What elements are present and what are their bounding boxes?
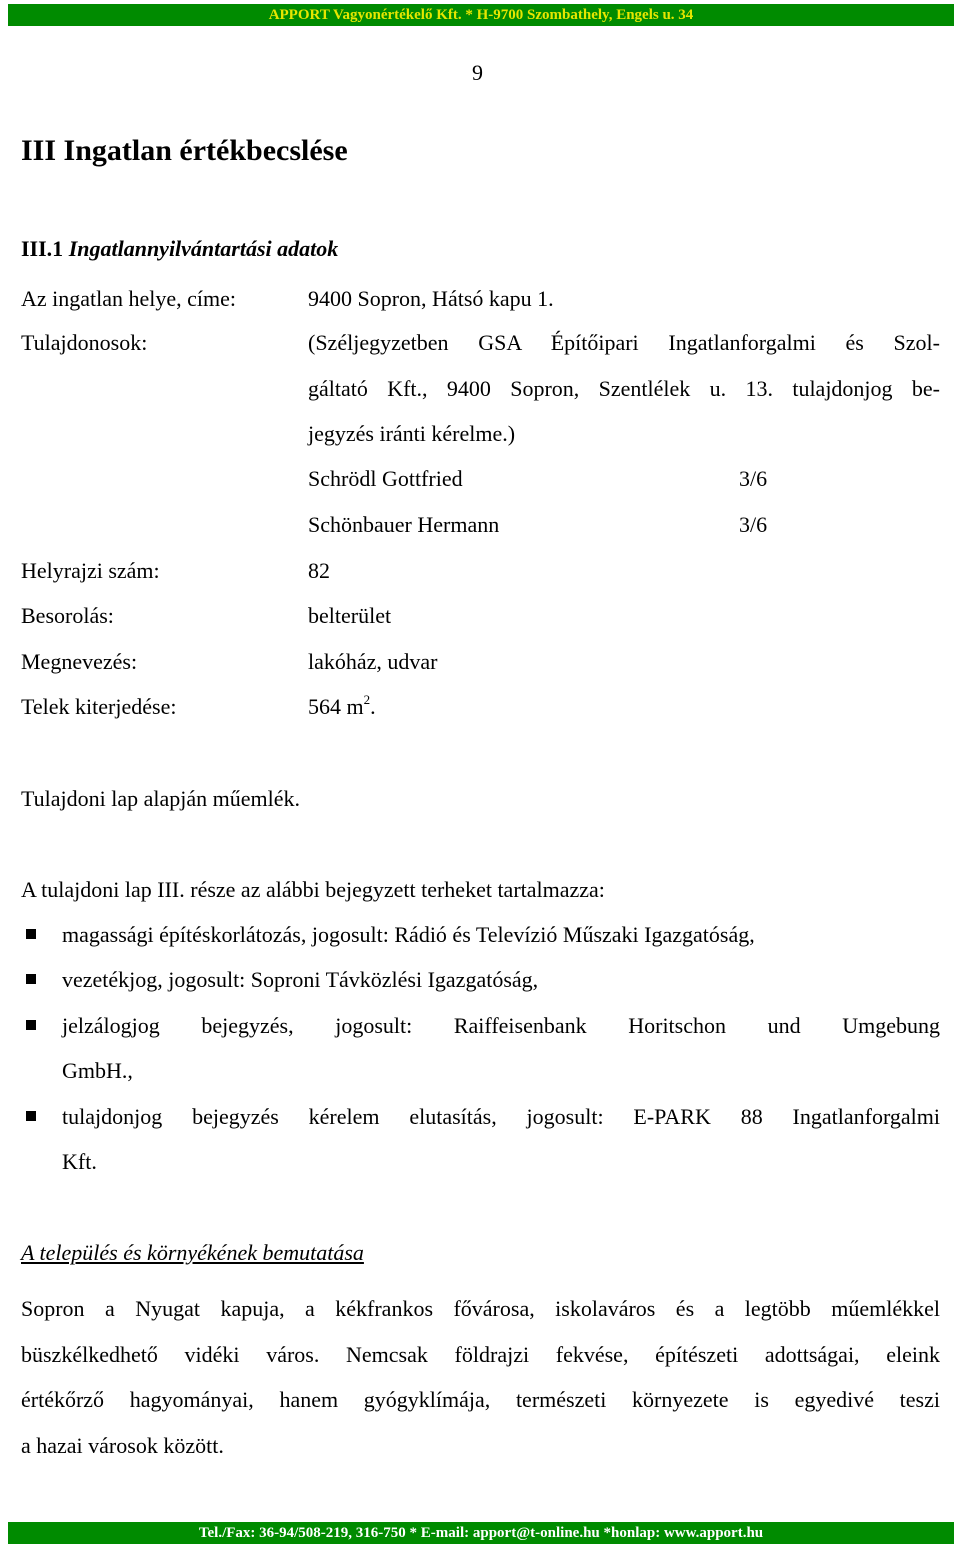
- owner-name: Schrödl Gottfried: [308, 466, 463, 491]
- bullet-icon: [26, 974, 36, 984]
- town-paragraph-line: értékőrző hagyományai, hanem gyógyklímája, természeti környezete is egyedivé teszi: [21, 1387, 940, 1412]
- bullet-icon: [26, 1020, 36, 1030]
- subsection-title: [21, 236, 338, 262]
- encumbrance-intro: A tulajdoni lap III. része az alábbi bejegyzett terheket tartalmazza:: [21, 877, 605, 902]
- designation-value: lakóház, udvar: [308, 649, 438, 674]
- owner-name: Schönbauer Hermann: [308, 512, 500, 537]
- area-value: [308, 694, 376, 720]
- address-label: Az ingatlan helye, címe:: [21, 286, 237, 311]
- encumbrance-item-continuation: GmbH.,: [62, 1058, 133, 1083]
- subsection-text: Ingatlannyilvántartási adatok: [68, 236, 339, 261]
- encumbrance-item: magassági építéskorlátozás, jogosult: Rádió és Televízió Műszaki Igazgatóság,: [62, 922, 755, 947]
- owners-note-line3: jegyzés iránti kérelme.): [308, 421, 516, 446]
- encumbrance-item-continuation: Kft.: [62, 1149, 97, 1174]
- area-superscript: 2: [363, 692, 371, 707]
- encumbrance-item: jelzálogjog bejegyzés, jogosult: Raiffeisenbank Horitschon und Umgebung: [62, 1013, 940, 1038]
- subsection-number: III.1: [21, 236, 64, 261]
- town-paragraph-line: Sopron a Nyugat kapuja, a kékfrankos fővárosa, iskolaváros és a legtöbb műemlékkel: [21, 1296, 940, 1321]
- town-heading: A település és környékének bemutatása: [21, 1240, 364, 1265]
- parcel-label: Helyrajzi szám:: [21, 558, 160, 583]
- owner-share: 3/6: [739, 466, 768, 491]
- designation-label: Megnevezés:: [21, 649, 138, 674]
- footer-band: Tel./Fax: 36-94/508-219, 316-750 * E-mail: apport@t-online.hu *honlap: www.apport.hu: [8, 1522, 954, 1544]
- monument-note: Tulajdoni lap alapján műemlék.: [21, 786, 301, 811]
- area-number: 564 m: [308, 694, 364, 719]
- classification-label: Besorolás:: [21, 603, 114, 628]
- owners-note-line2: gáltató Kft., 9400 Sopron, Szentlélek u. 13. tulajdonjog be-: [308, 376, 940, 401]
- encumbrance-item: vezetékjog, jogosult: Soproni Távközlési Igazgatóság,: [62, 967, 539, 992]
- section-title: III Ingatlan értékbecslése: [21, 134, 348, 167]
- encumbrance-item: tulajdonjog bejegyzés kérelem elutasítás, jogosult: E-PARK 88 Ingatlanforgalmi: [62, 1104, 940, 1129]
- bullet-icon: [26, 929, 36, 939]
- page-number: 9: [472, 60, 483, 85]
- address-value: 9400 Sopron, Hátsó kapu 1.: [308, 286, 554, 311]
- bullet-icon: [26, 1111, 36, 1121]
- town-paragraph-line: büszkélkedhető vidéki város. Nemcsak földrajzi fekvése, építészeti adottságai, eleink: [21, 1342, 940, 1367]
- owner-share: 3/6: [739, 512, 768, 537]
- classification-value: belterület: [308, 603, 392, 628]
- owners-note-line1: (Széljegyzetben GSA Építőipari Ingatlanforgalmi és Szol-: [308, 330, 940, 355]
- area-label: Telek kiterjedése:: [21, 694, 177, 719]
- area-suffix: .: [370, 694, 376, 719]
- town-paragraph-line: a hazai városok között.: [21, 1433, 224, 1458]
- parcel-value: 82: [308, 558, 330, 583]
- owners-label: Tulajdonosok:: [21, 330, 148, 355]
- header-band: APPORT Vagyonértékelő Kft. * H-9700 Szombathely, Engels u. 34: [8, 4, 954, 26]
